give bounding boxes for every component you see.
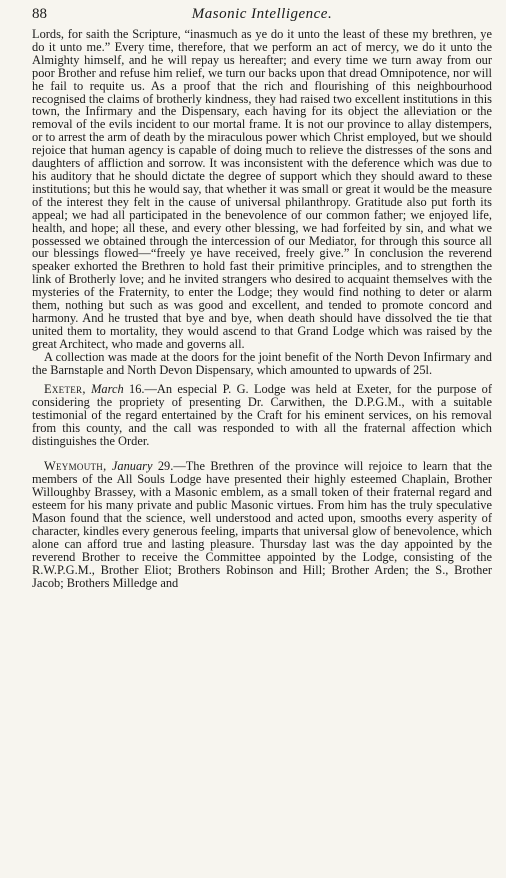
weymouth-date: January <box>111 459 153 474</box>
running-title: Masonic Intelligence. <box>191 6 333 22</box>
exeter-date: March <box>91 382 124 397</box>
weymouth-report <box>32 460 492 589</box>
page-header <box>32 4 492 28</box>
sermon-report <box>32 28 492 376</box>
exeter-report <box>32 383 492 448</box>
weymouth-text: 29.—The Brethren of the province will rejoice to learn that the members of the All Souls Lodge have presented their highly esteemed Chaplain, Brother Willoughby Brassey, with a Masonic emblem, as a small token of their fraternal regard and esteem for his many private and public Masonic virtues. From him has the truly speculative Mason found that the science, well understood and acted upon, smooths every asperity of character, kindles every generous feeling, imparts that universal glow of benevolence, which alone can afford true and lasting pleasure. Thursday last was the day appointed by the reverend Brother to receive the Committee appointed by the Lodge, consisting of the R.W.P.G.M., Brother Eliot; Brothers Robinson and Hill; Brother Arden; the S., Brother Jacob; Brothers Milledge and <box>32 459 492 590</box>
page-number: 88 <box>32 6 47 22</box>
exeter-text: 16.—An especial P. G. Lodge was held at Exeter, for the purpose of considering the propriety of presenting Dr. Carwithen, the D.P.G.M., with a suitable testimonial of the regard entertained by the Craft for his eminent services, on his removal from this county, and the call was responded to with all the fraternal affection which distinguishes the Order. <box>32 382 492 449</box>
sermon-paragraph: Lords, for saith the Scripture, “inasmuch as ye do it unto the least of these my brethren, ye do it unto me.” Every time, therefore, that we perform an act of mercy, we do it unto the Almighty himself, and he will repay us hereafter; and every time we turn away from our poor Brother and refuse him relief, we turn our backs upon that dread Omnipotence, nor will he fail to requite us. As a proof that the rich and flourishing of this neighbourhood recognised the claims of brotherly kindness, they had raised two excellent institutions in this town, the Infirmary and the Dispensary, each having for its object the alleviation or the removal of the evils incident to our mortal frame. It is not our province to allay distempers, or to arrest the arm of death by the miraculous power which Christ employed, but we should rejoice that human agency is capable of doing much to relieve the distresses of the sons and daughters of affliction and sorrow. It was inconsistent with the deference which was due to his auditory that he should dictate the degree of support which they should award to these institutions; but this he would say, that whether it was small or great it would be the measure of the interest they felt in the cause of universal philanthropy. Gratitude also put forth its appeal; we had all participated in the benevolence of our common father; we enjoyed life, health, and hope; all these, and every other blessing, we had forfeited by sin, and what we possessed we obtained through the intercession of our Mediator, for through this source all our blessings flowed—“freely ye have received, freely give.” In conclusion the reverend speaker exhorted the Brethren to hold fast their primitive principles, and to strengthen the link of Brotherly love; and he invited strangers who desired to acquaint themselves with the mysteries of the Fraternity, to enter the Lodge; they would find nothing to deter or alarm them, nothing but such as was good and excellent, and tended to promote concord and harmony. And he trusted that bye and bye, when death should have dissolved the tie that united them to mortality, they would ascend to that Grand Lodge which was raised by the great Architect, who made and governs all. <box>32 27 492 351</box>
collection-paragraph: A collection was made at the doors for the joint benefit of the North Devon Infirmary and the Barnstaple and North Devon Dispensary, which amounted to upwards of 25l. <box>32 349 492 377</box>
exeter-place: Exeter, <box>44 382 86 397</box>
weymouth-place: Weymouth, <box>44 459 107 474</box>
